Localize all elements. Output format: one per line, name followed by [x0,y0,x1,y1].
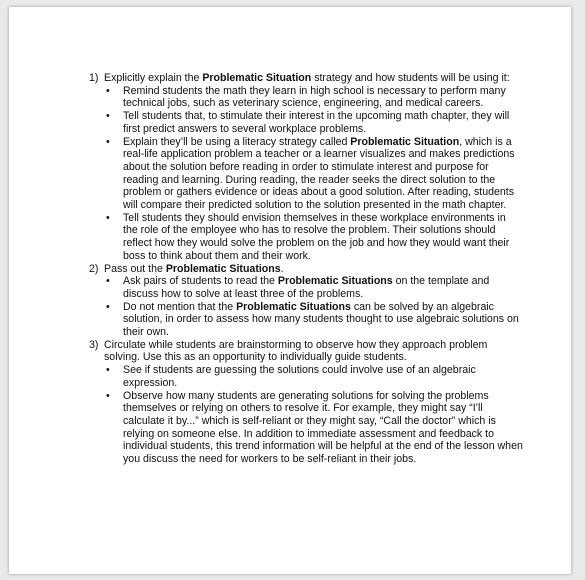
bullet-list [104,275,523,339]
document-page [9,7,571,574]
step-text: Explicitly explain the Problematic Situation strategy and how students will be using it: [104,72,510,84]
bullet-text: Ask pairs of students to read the Problematic Situations on the template and discuss how to solve at least three of the problems. [123,275,490,300]
list-item [104,212,523,263]
bullet-text: Observe how many students are generating solutions for solving the problems themselves or relying on others to resolve it. For example, they might say “I’ll calculate it by...” which is self-reliant or they might say, “Call the doctor” which is relying on someone else. In addition to immediate assessment and feedback to individual students, this trend information will be helpful at the end of the lesson when you discuss the need for workers to be self-reliant in their jobs. [123,389,523,466]
list-item [104,85,523,110]
list-item [104,364,523,389]
list-item [104,110,523,135]
bullet-icon: • [106,275,110,288]
bullet-icon: • [106,110,110,123]
bullet-text: Do not mention that the Problematic Situations can be solved by an algebraic solution, in order to assess how many students thought to use algebraic solutions on their own. [123,300,519,339]
step-number: 1) [89,72,99,84]
bullet-text: Tell students that, to stimulate their interest in the upcoming math chapter, they will first predict answers to several workplace problems. [123,110,510,135]
bullet-text: See if students are guessing the solutions could involve use of an algebraic expression. [123,364,476,389]
bullet-text: Remind students the math they learn in high school is necessary to perform many technical jobs, such as veterinary science, engineering, and medical careers. [123,84,506,110]
step-1 [89,72,523,263]
step-text: Pass out the Problematic Situations. [104,262,284,275]
bullet-icon: • [106,135,110,148]
bullet-text: Explain they’ll be using a literacy strategy called Problematic Situation, which is a real-life application problem a teacher or a learner visualizes and makes predictions about the solution before reading in order to stimulate interest and purpose for reading and learning. During reading, the reader seeks the direct solution to the problem or gathers evidence or ideas about a good solution. After reading, students will compare their predicted solution to the solution presented in the math chapter. [123,135,515,212]
bullet-text: Tell students they should envision themselves in these workplace environments in the role of the employee who has to resolve the problem. Their solutions should reflect how they would solve the problem on the job and how they would want their boss to think about them and their work. [123,211,510,262]
bullet-list [104,85,523,263]
bullet-icon: • [106,389,110,402]
step-2 [89,263,523,339]
step-number: 3) [89,338,99,351]
bullet-list [104,364,523,466]
bullet-icon: • [106,84,110,97]
list-item [104,136,523,212]
step-number: 2) [89,262,99,275]
list-item [104,301,523,339]
list-item [104,275,523,300]
list-item [104,390,523,466]
bullet-icon: • [106,211,110,224]
bullet-icon: • [106,364,110,377]
bullet-icon: • [106,300,110,313]
document-content [89,72,523,466]
step-text: Circulate while students are brainstorming to observe how they approach problem solving. Use this as an opportunity to individually guide students. [104,338,488,364]
step-3 [89,339,523,466]
